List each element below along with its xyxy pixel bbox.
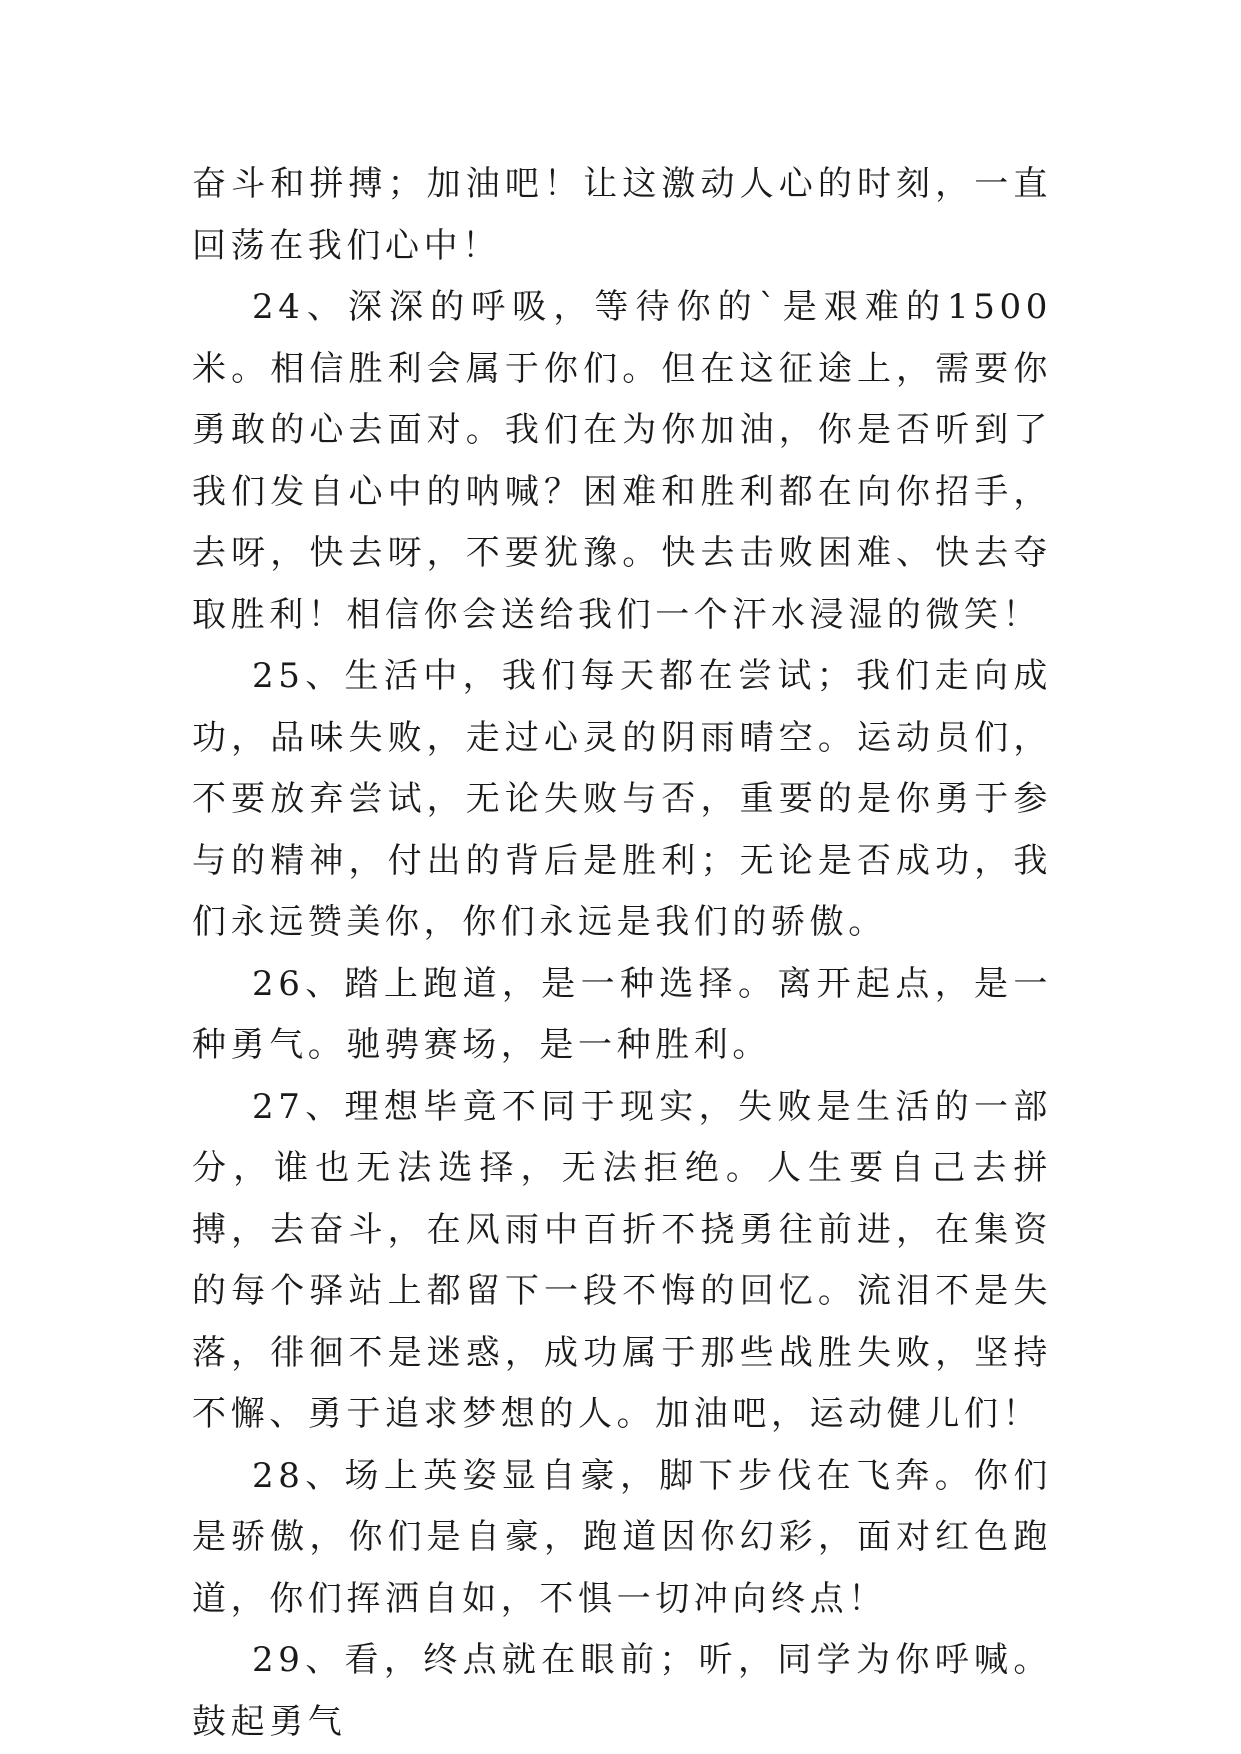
paragraph-28: 28、场上英姿显自豪，脚下步伐在飞奔。你们是骄傲，你们是自豪，跑道因你幻彩，面对红色跑道，你们挥洒自如，不惧一切冲向终点！ bbox=[192, 1455, 1052, 1619]
paragraph-25: 25、生活中，我们每天都在尝试；我们走向成功，品味失败，走过心灵的阴雨晴空。运动员们，不要放弃尝试，无论失败与否，重要的是你勇于参与的精神，付出的背后是胜利；无论是否成功，我们永远赞美你，你们永远是我们的骄傲。 bbox=[192, 656, 1052, 942]
document-body bbox=[192, 154, 1052, 1753]
paragraph-continuation: 奋斗和拼搏；加油吧！让这激动人心的时刻，一直回荡在我们心中！ bbox=[192, 164, 1052, 266]
paragraph-24: 24、深深的呼吸，等待你的`是艰难的1500米。相信胜利会属于你们。但在这征途上，需要你勇敢的心去面对。我们在为你加油，你是否听到了我们发自心中的呐喊？困难和胜利都在向你招手，去呀，快去呀，不要犹豫。快去击败困难、快去夺取胜利！相信你会送给我们一个汗水浸湿的微笑！ bbox=[192, 287, 1052, 635]
paragraph-26: 26、踏上跑道，是一种选择。离开起点，是一种勇气。驰骋赛场，是一种胜利。 bbox=[192, 963, 1052, 1065]
paragraph-27: 27、理想毕竟不同于现实，失败是生活的一部分，谁也无法选择，无法拒绝。人生要自己去拼搏，去奋斗，在风雨中百折不挠勇往前进，在集资的每个驿站上都留下一段不悔的回忆。流泪不是失落，徘徊不是迷惑，成功属于那些战胜失败，坚持不懈、勇于追求梦想的人。加油吧，运动健儿们！ bbox=[192, 1086, 1052, 1434]
paragraph-29: 29、看，终点就在眼前；听，同学为你呼喊。鼓起勇气 bbox=[192, 1640, 1052, 1742]
